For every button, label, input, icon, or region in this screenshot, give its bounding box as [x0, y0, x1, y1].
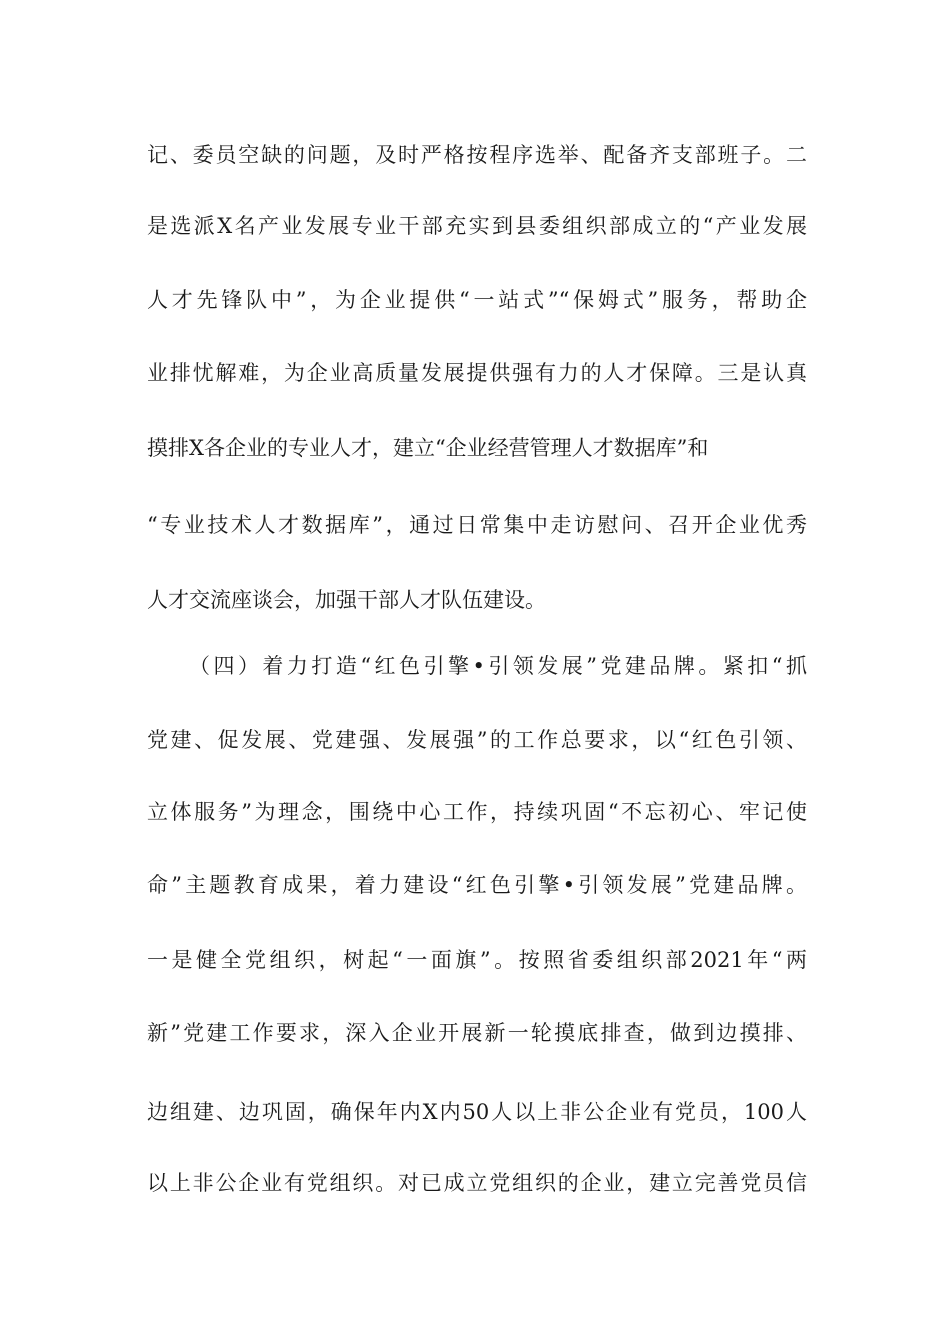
text-line: “专业技术人才数据库”，通过日常集中走访慰问、召开企业优秀 [147, 513, 807, 537]
text-line: 人才交流座谈会，加强干部人才队伍建设。 [147, 588, 546, 612]
text-line: 党建、促发展、党建强、发展强”的工作总要求，以“红色引领、 [147, 728, 807, 752]
text-line: 一是健全党组织，树起“一面旗”。按照省委组织部2021年“两 [147, 948, 807, 972]
text-line: 命”主题教育成果，着力建设“红色引擎•引领发展”党建品牌。 [147, 873, 807, 897]
text-line: 摸排X各企业的专业人才，建立“企业经营管理人才数据库”和 [147, 436, 709, 460]
text-line: 人才先锋队中”，为企业提供“一站式”“保姆式”服务，帮助企 [147, 288, 807, 312]
text-line: 记、委员空缺的问题，及时严格按程序选举、配备齐支部班子。二 [147, 143, 807, 167]
text-line: 是选派X名产业发展专业干部充实到县委组织部成立的“产业发展 [147, 214, 807, 238]
text-line: 业排忧解难，为企业高质量发展提供强有力的人才保障。三是认真 [147, 361, 807, 385]
text-line: 以上非公企业有党组织。对已成立党组织的企业，建立完善党员信 [147, 1171, 807, 1195]
text-line: 立体服务”为理念，围绕中心工作，持续巩固“不忘初心、牢记使 [147, 800, 807, 824]
text-line: 新”党建工作要求，深入企业开展新一轮摸底排查，做到边摸排、 [147, 1021, 807, 1045]
section-heading-line: （四）着力打造“红色引擎•引领发展”党建品牌。紧扣“抓 [189, 654, 807, 678]
text-line: 边组建、边巩固，确保年内X内50人以上非公企业有党员，100人 [147, 1100, 807, 1124]
